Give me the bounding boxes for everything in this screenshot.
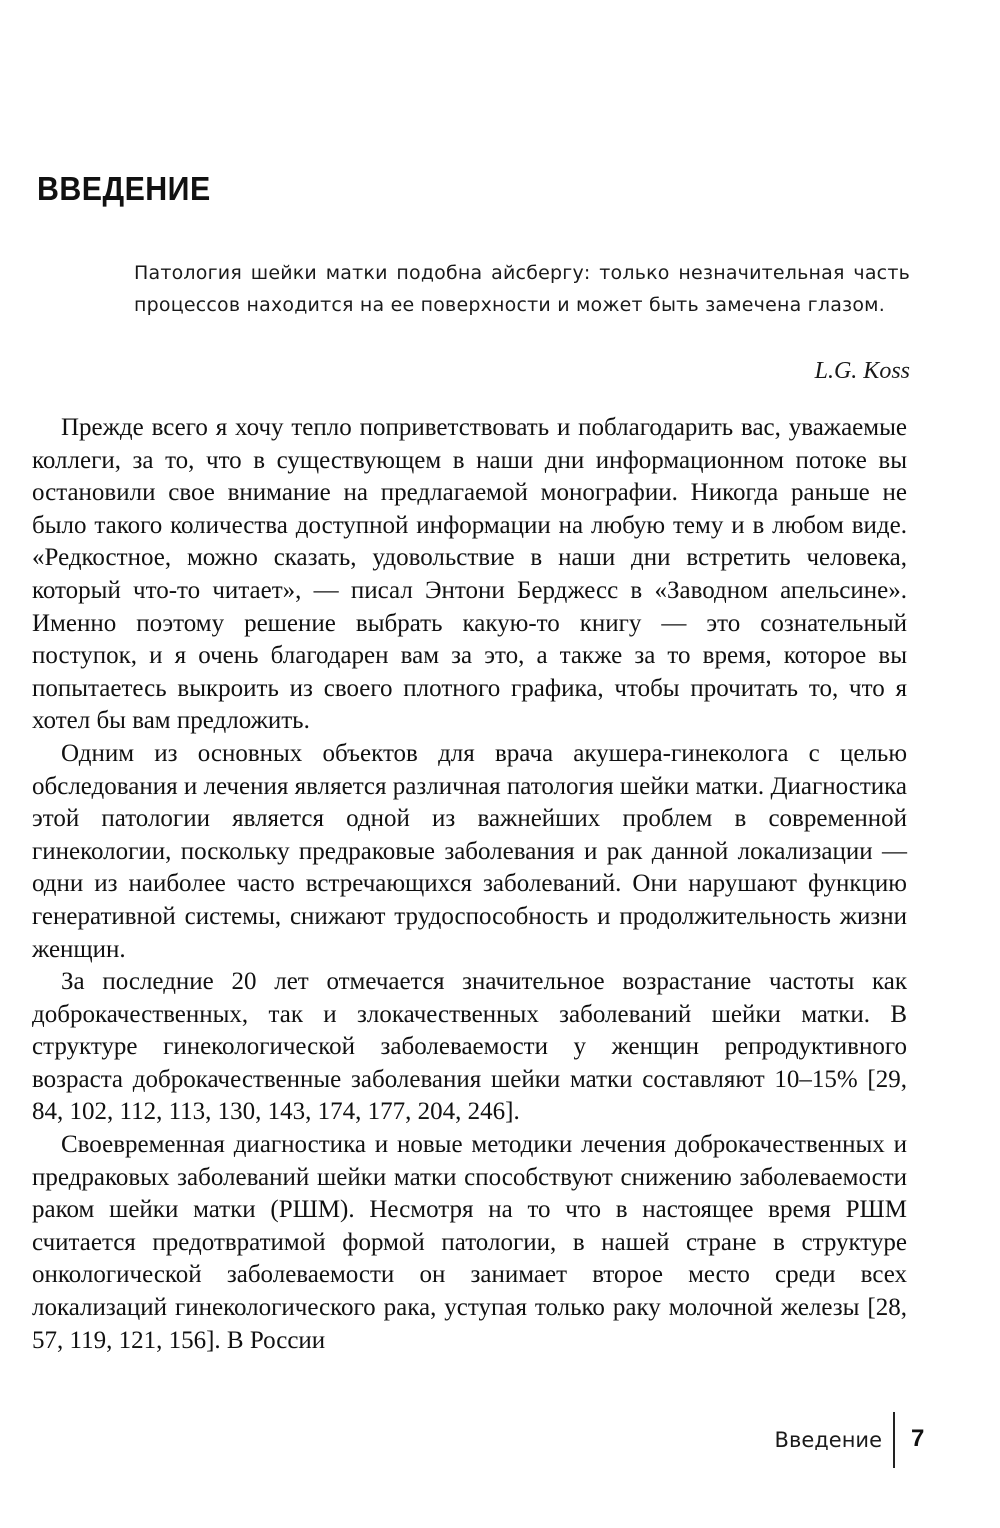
epigraph [134, 258, 910, 384]
body-text [32, 412, 907, 1357]
epigraph-author: L.G. Koss [814, 358, 910, 384]
epigraph-text: Патология шейки матки подобна айсбергу: только незначительная часть процессов находится на ее поверхности и может быть замечена глазом. [134, 262, 910, 316]
page-number: 7 [911, 1425, 925, 1452]
paragraph: Прежде всего я хочу тепло поприветствовать и поблагодарить вас, уважаемые коллеги, за то, что в существующем в наши дни информационном потоке вы остановили свое внимание на предлагаемой монографии. Никогда раньше не было такого количества доступной информации на любую тему и в любом виде. «Редкостное, можно сказать, удовольствие в наши дни встретить человека, который что-то читает», — писал Энтони Берджесс в «Заводном апельсине». Именно поэтому решение выбрать какую-то книгу — это сознательный поступок, и я очень благодарен вам за это, а также за то время, которое вы попытаетесь выкроить из своего плотного графика, чтобы прочитать то, что я хотел бы вам предложить. [32, 414, 907, 735]
running-footer-section: Введение [774, 1428, 882, 1452]
footer-divider [893, 1412, 895, 1468]
paragraph: Одним из основных объектов для врача акушера-гинеколога с целью обследования и лечения является различная патология шейки матки. Диагностика этой патологии является одной из важнейших проблем в современной гинекологии, поскольку предраковые заболевания и рак данной локализации — одни из наиболее часто встречающихся заболеваний. Они нарушают функцию генеративной системы, снижают трудоспособность и продолжительность жизни женщин. [32, 739, 907, 963]
paragraph: Своевременная диагностика и новые методики лечения доброкачественных и предраковых заболеваний шейки матки способствуют снижению заболеваемости раком шейки матки (РШМ). Несмотря на то что в настоящее время РШМ считается предотвратимой формой патологии, в нашей стране в структуре онкологической заболеваемости он занимает второе место среди всех локализаций гинекологического рака, уступая только раку молочной железы [28, 57, 119, 121, 156]. В России [32, 1131, 907, 1354]
paragraph: За последние 20 лет отмечается значительное возрастание частоты как доброкачественных, так и злокачественных заболеваний шейки матки. В структуре гинекологической заболеваемости у женщин репродуктивного возраста доброкачественные заболевания шейки матки составляют 10–15% [29, 84, 102, 112, 113, 130, 143, 174, 177, 204, 246]. [32, 968, 907, 1126]
chapter-title: ВВЕДЕНИЕ [37, 170, 211, 207]
